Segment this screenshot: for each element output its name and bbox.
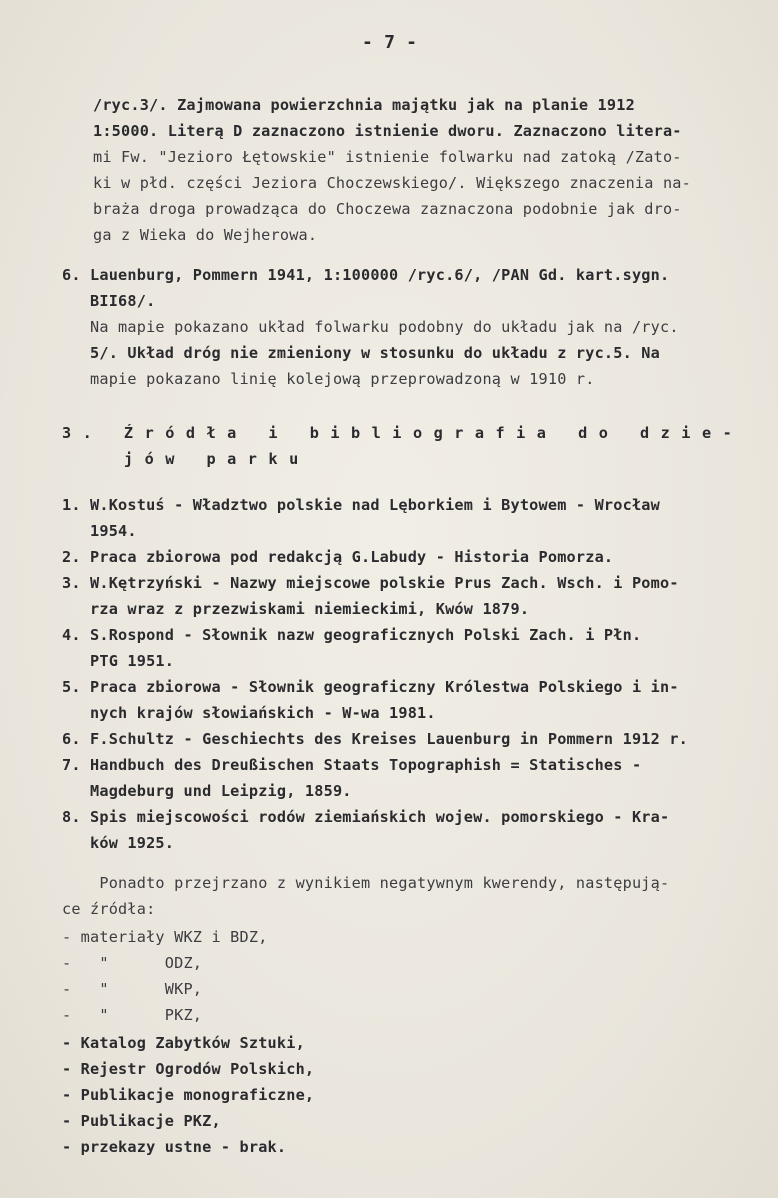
bibliography-line: rza wraz z przezwiskami niemieckimi, Kwów 1879. [62, 600, 530, 618]
section-heading: jów parku [62, 450, 310, 468]
section-heading: 3. Źródła i bibliografia do dzie- [62, 424, 744, 442]
continuation-line: 1:5000. Literą D zaznaczono istnienie dworu. Zaznaczono litera- [93, 122, 682, 140]
bibliography-line: 4. S.Rospond - Słownik nazw geograficznych Polski Zach. i Płn. [62, 626, 642, 644]
bibliography-line: 7. Handbuch des Dreußischen Staats Topographish = Statisches - [62, 756, 642, 774]
map-item-line: Na mapie pokazano układ folwarku podobny do układu jak na /ryc. [62, 318, 679, 336]
negative-search-intro: ce źródła: [62, 900, 156, 918]
page-number: - 7 - [362, 32, 418, 53]
bibliography-line: nych krajów słowiańskich - W-wa 1981. [62, 704, 436, 722]
bibliography-line: ków 1925. [62, 834, 175, 852]
bibliography-line: PTG 1951. [62, 652, 175, 670]
negative-search-item: - " WKP, [62, 980, 203, 998]
continuation-line: ga z Wieka do Wejherowa. [93, 226, 318, 244]
map-item-line: 6. Lauenburg, Pommern 1941, 1:100000 /ryc.6/, /PAN Gd. kart.sygn. [62, 266, 670, 284]
continuation-line: mi Fw. "Jezioro Łętowskie" istnienie folwarku nad zatoką /Zato- [93, 148, 682, 166]
map-item-line: 5/. Układ dróg nie zmieniony w stosunku do układu z ryc.5. Na [62, 344, 660, 362]
bibliography-line: Magdeburg und Leipzig, 1859. [62, 782, 352, 800]
negative-search-intro: Ponadto przejrzano z wynikiem negatywnym kwerendy, następują- [62, 874, 670, 892]
continuation-line: /ryc.3/. Zajmowana powierzchnia majątku jak na planie 1912 [93, 96, 635, 114]
negative-search-item: - przekazy ustne - brak. [62, 1138, 287, 1156]
negative-search-item: - Rejestr Ogrodów Polskich, [62, 1060, 315, 1078]
negative-search-item: - Katalog Zabytków Sztuki, [62, 1034, 305, 1052]
bibliography-line: 1. W.Kostuś - Władztwo polskie nad Lęborkiem i Bytowem - Wrocław [62, 496, 660, 514]
continuation-line: braża droga prowadząca do Choczewa zaznaczona podobnie jak dro- [93, 200, 682, 218]
map-item-line: BII68/. [62, 292, 156, 310]
map-item-line: mapie pokazano linię kolejową przeprowadzoną w 1910 r. [62, 370, 595, 388]
negative-search-item: - Publikacje monograficzne, [62, 1086, 315, 1104]
negative-search-item: - materiały WKZ i BDZ, [62, 928, 268, 946]
negative-search-item: - " PKZ, [62, 1006, 203, 1024]
continuation-line: ki w płd. części Jeziora Choczewskiego/. Większego znaczenia na- [93, 174, 691, 192]
bibliography-line: 5. Praca zbiorowa - Słownik geograficzny Królestwa Polskiego i in- [62, 678, 679, 696]
negative-search-item: - " ODZ, [62, 954, 203, 972]
bibliography-line: 2. Praca zbiorowa pod redakcją G.Labudy - Historia Pomorza. [62, 548, 614, 566]
bibliography-line: 6. F.Schultz - Geschiechts des Kreises Lauenburg in Pommern 1912 r. [62, 730, 689, 748]
bibliography-line: 3. W.Kętrzyński - Nazwy miejscowe polskie Prus Zach. Wsch. i Pomo- [62, 574, 679, 592]
negative-search-item: - Publikacje PKZ, [62, 1112, 221, 1130]
bibliography-line: 1954. [62, 522, 137, 540]
bibliography-line: 8. Spis miejscowości rodów ziemiańskich wojew. pomorskiego - Kra- [62, 808, 670, 826]
